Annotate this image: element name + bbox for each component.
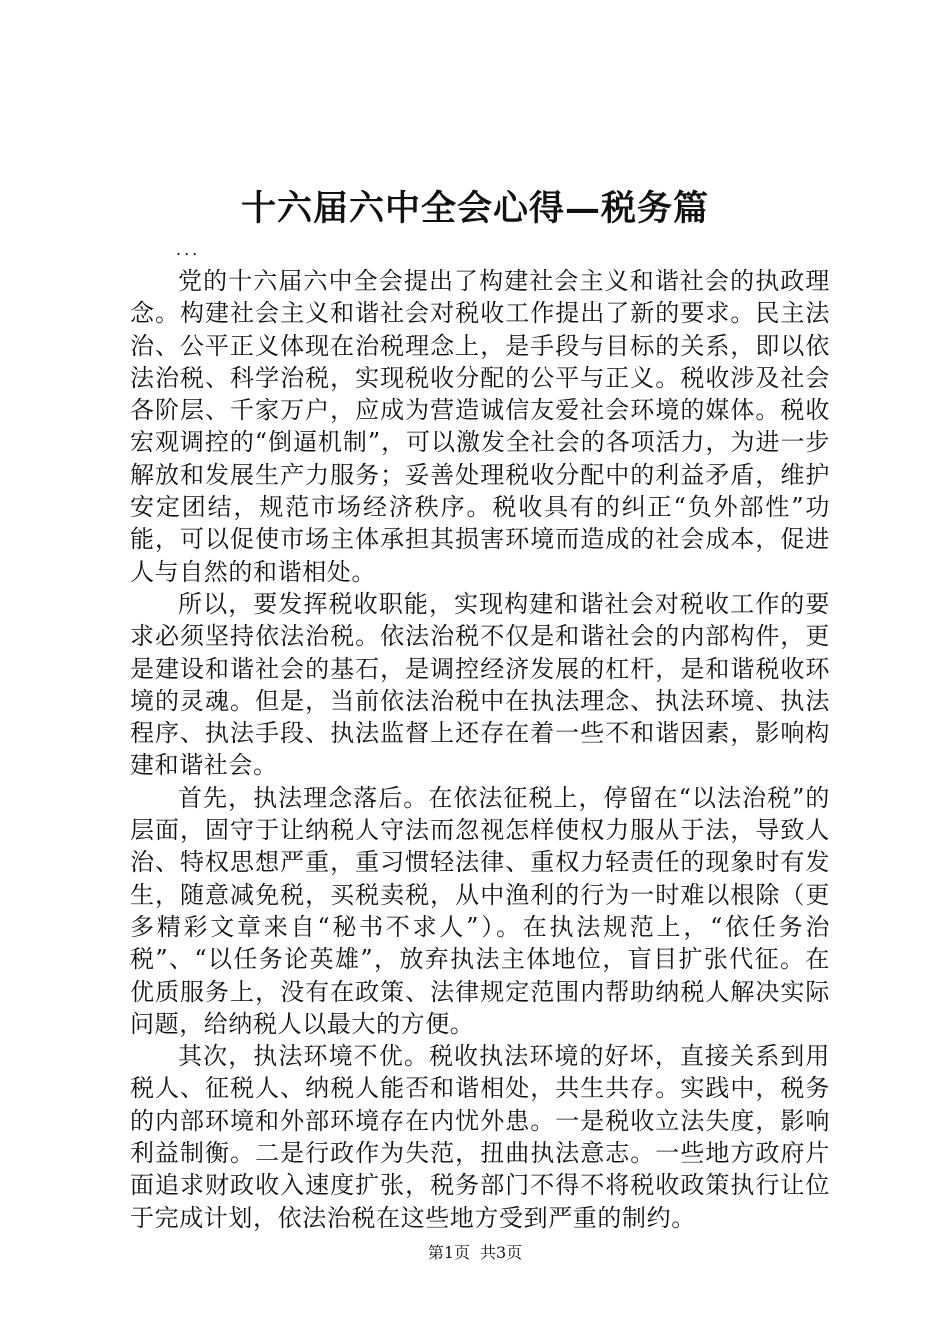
- paragraph: 其次，执法环境不优。税收执法环境的好坏，直接关系到用税人、征税人、纳税人能否和谐相处，共生共存。实践中，税务的内部环境和外部环境存在内忧外患。一是税收立法失度，影响利益制衡。二是行政作为失范，扭曲执法意志。一些地方政府片面追求财政收入速度扩张，税务部门不得不将税收政策执行让位于完成计划，依法治税在这些地方受到严重的制约。: [130, 1042, 830, 1232]
- paragraph: 首先，执法理念落后。在依法征税上，停留在“以法治税”的层面，固守于让纳税人守法而忽视怎样使权力服从于法，导致人治、特权思想严重，重习惯轻法律、重权力轻责任的现象时有发生，随意减免税，买税卖税，从中渔利的行为一时难以根除（更多精彩文章来自“秘书不求人”）。在执法规范上，“依任务治税”、“以任务论英雄”，放弃执法主体地位，盲目扩张代征。在优质服务上，没有在政策、法律规定范围内帮助纳税人解决实际问题，给纳税人以最大的方便。: [130, 783, 830, 1038]
- document-title: 十六届六中全会心得—税务篇: [240, 188, 709, 229]
- document-body: [130, 265, 830, 1234]
- paragraph: 党的十六届六中全会提出了构建社会主义和谐社会的执政理念。构建社会主义和谐社会对税收工作提出了新的要求。民主法治、公平正义体现在治税理念上，是手段与目标的关系，即以依法治税、科学治税，实现税收分配的公平与正义。税收涉及社会各阶层、千家万户，应成为营造诚信友爱社会环境的媒体。税收宏观调控的“倒逼机制”，可以激发全社会的各项活力，为进一步解放和发展生产力服务；妥善处理税收分配中的利益矛盾，维护安定团结，规范市场经济秩序。税收具有的纠正“负外部性”功能，可以促使市场主体承担其损害环境而造成的社会成本，促进人与自然的和谐相处。: [130, 267, 830, 586]
- paragraph: 所以，要发挥税收职能，实现构建和谐社会对税收工作的要求必须坚持依法治税。依法治税不仅是和谐社会的内部构件，更是建设和谐社会的基石，是调控经济发展的杠杆，是和谐税收环境的灵魂。但是，当前依法治税中在执法理念、执法环境、执法程序、执法手段、执法监督上还存在着一些不和谐因素，影响构建和谐社会。: [130, 589, 830, 780]
- ellipsis-marker: ...: [176, 240, 201, 259]
- page-number: 第1页: [427, 1243, 470, 1262]
- page-total: 共3页: [480, 1243, 523, 1262]
- page-footer: [0, 1242, 950, 1264]
